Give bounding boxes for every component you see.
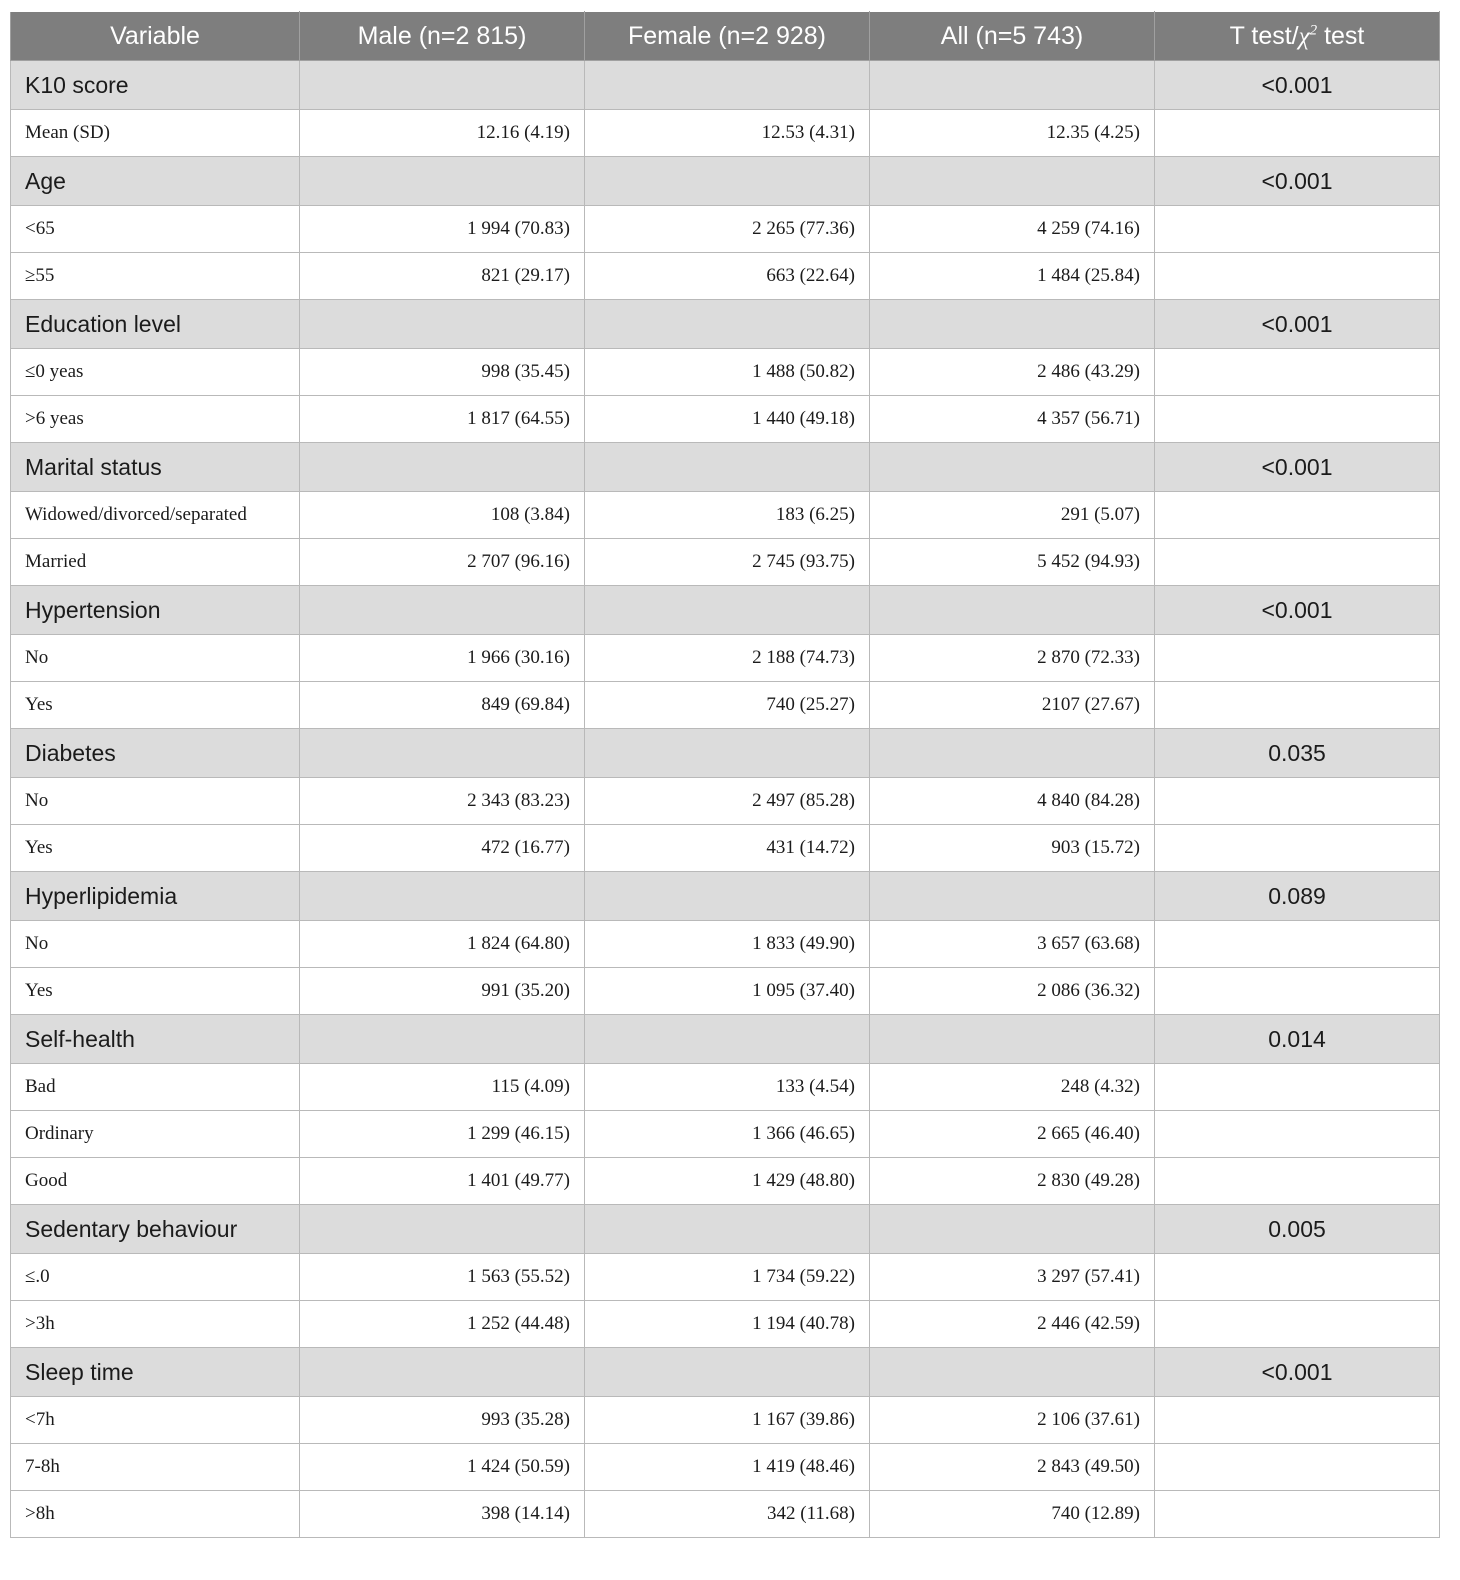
table-row [11, 778, 1440, 825]
row-label: >3h [11, 1301, 300, 1348]
group-female-cell [585, 1015, 870, 1064]
group-label: Education level [11, 300, 300, 349]
group-male-cell [300, 1015, 585, 1064]
row-label: <65 [11, 206, 300, 253]
group-female-cell [585, 1348, 870, 1397]
group-label: Self-health [11, 1015, 300, 1064]
female-value: 2 745 (93.75) [585, 539, 870, 586]
all-value: 2 665 (46.40) [870, 1111, 1155, 1158]
group-male-cell [300, 443, 585, 492]
female-value: 1 429 (48.80) [585, 1158, 870, 1205]
male-value: 1 817 (64.55) [300, 396, 585, 443]
test-value [1155, 253, 1440, 300]
female-value: 1 419 (48.46) [585, 1444, 870, 1491]
row-label: ≥55 [11, 253, 300, 300]
female-value: 1 440 (49.18) [585, 396, 870, 443]
group-female-cell [585, 61, 870, 110]
group-all-cell [870, 443, 1155, 492]
group-male-cell [300, 586, 585, 635]
table-row [11, 635, 1440, 682]
header-test-prefix: T test/ [1229, 21, 1299, 50]
test-value [1155, 1158, 1440, 1205]
header-test-symbol: χ [1298, 22, 1310, 50]
male-value: 1 252 (44.48) [300, 1301, 585, 1348]
table-row [11, 825, 1440, 872]
header-all: All (n=5 743) [870, 12, 1155, 61]
all-value: 2 843 (49.50) [870, 1444, 1155, 1491]
female-value: 1 366 (46.65) [585, 1111, 870, 1158]
table-row [11, 349, 1440, 396]
female-value: 431 (14.72) [585, 825, 870, 872]
female-value: 740 (25.27) [585, 682, 870, 729]
table-row [11, 1491, 1440, 1538]
group-all-cell [870, 300, 1155, 349]
male-value: 1 994 (70.83) [300, 206, 585, 253]
all-value: 4 357 (56.71) [870, 396, 1155, 443]
male-value: 993 (35.28) [300, 1397, 585, 1444]
group-label: Sleep time [11, 1348, 300, 1397]
all-value: 2 086 (36.32) [870, 968, 1155, 1015]
row-label: Yes [11, 682, 300, 729]
group-all-cell [870, 1015, 1155, 1064]
male-value: 849 (69.84) [300, 682, 585, 729]
group-female-cell [585, 300, 870, 349]
group-female-cell [585, 1205, 870, 1254]
group-male-cell [300, 300, 585, 349]
demographics-table [10, 11, 1440, 1538]
group-row [11, 1205, 1440, 1254]
row-label: Mean (SD) [11, 110, 300, 157]
group-p-value: <0.001 [1155, 157, 1440, 206]
row-label: Widowed/divorced/separated [11, 492, 300, 539]
row-label: Yes [11, 825, 300, 872]
header-row [11, 12, 1440, 61]
row-label: ≤0 yeas [11, 349, 300, 396]
test-value [1155, 968, 1440, 1015]
group-label: K10 score [11, 61, 300, 110]
female-value: 1 833 (49.90) [585, 921, 870, 968]
test-value [1155, 1064, 1440, 1111]
male-value: 1 299 (46.15) [300, 1111, 585, 1158]
group-female-cell [585, 729, 870, 778]
group-all-cell [870, 872, 1155, 921]
all-value: 2 830 (49.28) [870, 1158, 1155, 1205]
header-female: Female (n=2 928) [585, 12, 870, 61]
group-row [11, 300, 1440, 349]
group-female-cell [585, 157, 870, 206]
group-row [11, 586, 1440, 635]
group-label: Hyperlipidemia [11, 872, 300, 921]
test-value [1155, 1491, 1440, 1538]
table-row [11, 396, 1440, 443]
female-value: 1 167 (39.86) [585, 1397, 870, 1444]
header-male: Male (n=2 815) [300, 12, 585, 61]
group-p-value: 0.035 [1155, 729, 1440, 778]
female-value: 342 (11.68) [585, 1491, 870, 1538]
test-value [1155, 1111, 1440, 1158]
group-row [11, 729, 1440, 778]
test-value [1155, 110, 1440, 157]
male-value: 108 (3.84) [300, 492, 585, 539]
group-p-value: 0.014 [1155, 1015, 1440, 1064]
male-value: 398 (14.14) [300, 1491, 585, 1538]
table-row [11, 1254, 1440, 1301]
male-value: 1 563 (55.52) [300, 1254, 585, 1301]
test-value [1155, 921, 1440, 968]
all-value: 2 870 (72.33) [870, 635, 1155, 682]
table-body [11, 61, 1440, 1538]
table-row [11, 921, 1440, 968]
row-label: No [11, 778, 300, 825]
all-value: 5 452 (94.93) [870, 539, 1155, 586]
all-value: 3 297 (57.41) [870, 1254, 1155, 1301]
female-value: 1 488 (50.82) [585, 349, 870, 396]
female-value: 2 497 (85.28) [585, 778, 870, 825]
all-value: 291 (5.07) [870, 492, 1155, 539]
group-label: Diabetes [11, 729, 300, 778]
all-value: 1 484 (25.84) [870, 253, 1155, 300]
all-value: 4 840 (84.28) [870, 778, 1155, 825]
male-value: 2 343 (83.23) [300, 778, 585, 825]
female-value: 663 (22.64) [585, 253, 870, 300]
group-all-cell [870, 1205, 1155, 1254]
group-p-value: <0.001 [1155, 61, 1440, 110]
all-value: 248 (4.32) [870, 1064, 1155, 1111]
test-value [1155, 1397, 1440, 1444]
group-male-cell [300, 1205, 585, 1254]
group-male-cell [300, 872, 585, 921]
table-container [10, 11, 1440, 1538]
female-value: 2 188 (74.73) [585, 635, 870, 682]
header-test-suffix: test [1317, 21, 1365, 50]
all-value: 2107 (27.67) [870, 682, 1155, 729]
row-label: Married [11, 539, 300, 586]
female-value: 1 095 (37.40) [585, 968, 870, 1015]
all-value: 2 106 (37.61) [870, 1397, 1155, 1444]
male-value: 821 (29.17) [300, 253, 585, 300]
group-female-cell [585, 586, 870, 635]
row-label: No [11, 635, 300, 682]
table-row [11, 968, 1440, 1015]
group-all-cell [870, 61, 1155, 110]
test-value [1155, 206, 1440, 253]
test-value [1155, 635, 1440, 682]
group-row [11, 872, 1440, 921]
female-value: 1 734 (59.22) [585, 1254, 870, 1301]
female-value: 133 (4.54) [585, 1064, 870, 1111]
group-label: Hypertension [11, 586, 300, 635]
group-p-value: <0.001 [1155, 300, 1440, 349]
table-row [11, 206, 1440, 253]
test-value [1155, 396, 1440, 443]
male-value: 991 (35.20) [300, 968, 585, 1015]
group-all-cell [870, 729, 1155, 778]
group-female-cell [585, 872, 870, 921]
group-row [11, 157, 1440, 206]
group-label: Marital status [11, 443, 300, 492]
group-row [11, 443, 1440, 492]
all-value: 2 446 (42.59) [870, 1301, 1155, 1348]
group-row [11, 1015, 1440, 1064]
group-row [11, 61, 1440, 110]
table-header [11, 12, 1440, 61]
female-value: 12.53 (4.31) [585, 110, 870, 157]
group-male-cell [300, 61, 585, 110]
male-value: 1 966 (30.16) [300, 635, 585, 682]
test-value [1155, 539, 1440, 586]
test-value [1155, 778, 1440, 825]
test-value [1155, 682, 1440, 729]
row-label: ≤.0 [11, 1254, 300, 1301]
group-male-cell [300, 729, 585, 778]
row-label: >8h [11, 1491, 300, 1538]
group-male-cell [300, 157, 585, 206]
header-test [1155, 12, 1440, 61]
table-row [11, 1111, 1440, 1158]
group-male-cell [300, 1348, 585, 1397]
row-label: No [11, 921, 300, 968]
test-value [1155, 1444, 1440, 1491]
male-value: 1 401 (49.77) [300, 1158, 585, 1205]
group-all-cell [870, 1348, 1155, 1397]
female-value: 2 265 (77.36) [585, 206, 870, 253]
table-row [11, 1158, 1440, 1205]
header-variable: Variable [11, 12, 300, 61]
all-value: 2 486 (43.29) [870, 349, 1155, 396]
table-row [11, 539, 1440, 586]
table-row [11, 492, 1440, 539]
group-p-value: <0.001 [1155, 586, 1440, 635]
all-value: 3 657 (63.68) [870, 921, 1155, 968]
group-row [11, 1348, 1440, 1397]
header-test-sup: 2 [1309, 22, 1318, 39]
row-label: Bad [11, 1064, 300, 1111]
all-value: 12.35 (4.25) [870, 110, 1155, 157]
group-p-value: 0.005 [1155, 1205, 1440, 1254]
row-label: Ordinary [11, 1111, 300, 1158]
group-label: Sedentary behaviour [11, 1205, 300, 1254]
row-label: >6 yeas [11, 396, 300, 443]
table-row [11, 110, 1440, 157]
male-value: 1 824 (64.80) [300, 921, 585, 968]
row-label: <7h [11, 1397, 300, 1444]
male-value: 1 424 (50.59) [300, 1444, 585, 1491]
male-value: 472 (16.77) [300, 825, 585, 872]
male-value: 115 (4.09) [300, 1064, 585, 1111]
male-value: 12.16 (4.19) [300, 110, 585, 157]
group-all-cell [870, 157, 1155, 206]
test-value [1155, 349, 1440, 396]
table-row [11, 1064, 1440, 1111]
table-row [11, 1301, 1440, 1348]
table-row [11, 253, 1440, 300]
test-value [1155, 1254, 1440, 1301]
row-label: Yes [11, 968, 300, 1015]
group-label: Age [11, 157, 300, 206]
table-row [11, 682, 1440, 729]
table-row [11, 1444, 1440, 1491]
male-value: 998 (35.45) [300, 349, 585, 396]
table-row [11, 1397, 1440, 1444]
all-value: 4 259 (74.16) [870, 206, 1155, 253]
all-value: 903 (15.72) [870, 825, 1155, 872]
test-value [1155, 492, 1440, 539]
all-value: 740 (12.89) [870, 1491, 1155, 1538]
male-value: 2 707 (96.16) [300, 539, 585, 586]
row-label: Good [11, 1158, 300, 1205]
row-label: 7-8h [11, 1444, 300, 1491]
group-female-cell [585, 443, 870, 492]
female-value: 183 (6.25) [585, 492, 870, 539]
group-p-value: <0.001 [1155, 443, 1440, 492]
test-value [1155, 825, 1440, 872]
female-value: 1 194 (40.78) [585, 1301, 870, 1348]
group-p-value: 0.089 [1155, 872, 1440, 921]
group-all-cell [870, 586, 1155, 635]
group-p-value: <0.001 [1155, 1348, 1440, 1397]
test-value [1155, 1301, 1440, 1348]
